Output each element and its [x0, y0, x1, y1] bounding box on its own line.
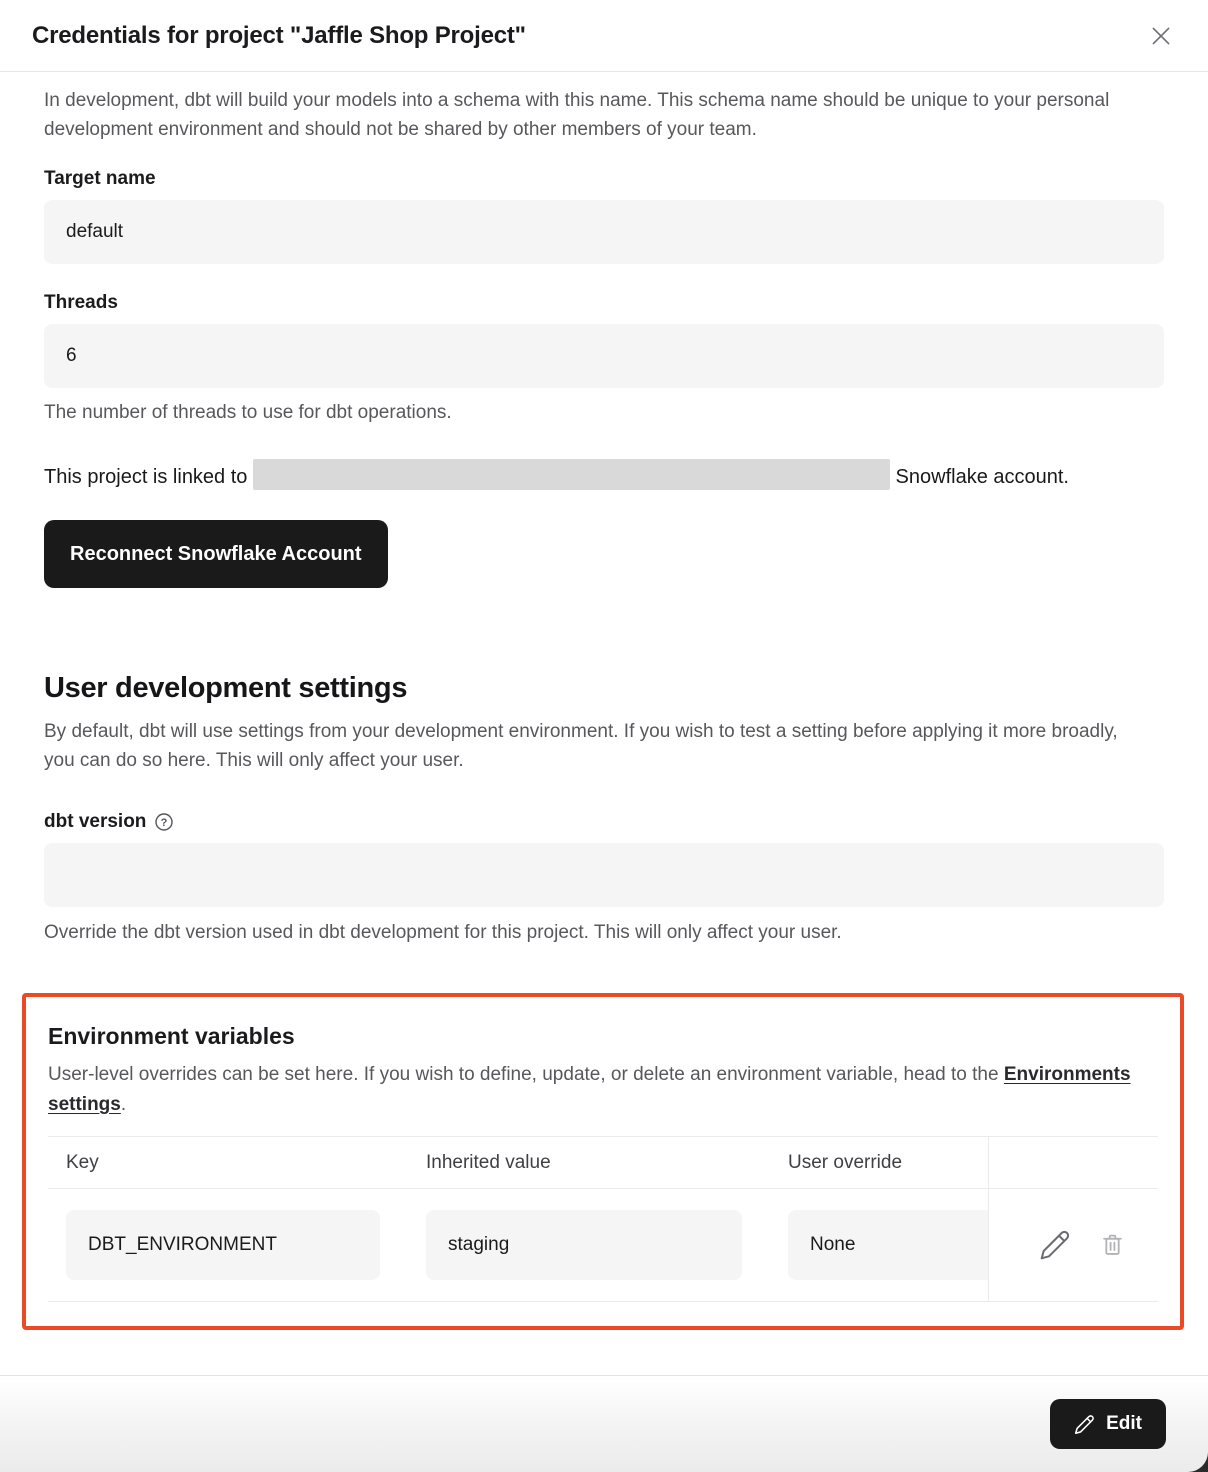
schema-description: In development, dbt will build your models into a schema with this name. This schema name should be unique to your personal development environment and should not be shared by other members of your team.	[44, 90, 1110, 140]
table-row	[48, 1189, 1158, 1302]
linked-account-text	[44, 459, 1162, 495]
target-name-label: Target name	[44, 168, 156, 189]
edit-pencil-icon	[1074, 1414, 1095, 1435]
column-header-inherited-value: Inherited value	[426, 1151, 551, 1173]
linked-text-before: This project is linked to	[44, 466, 248, 488]
environment-variables-description	[48, 1060, 1158, 1120]
environments-settings-link[interactable]: Environments settings	[48, 1064, 1131, 1115]
user-override-value: None	[788, 1210, 988, 1280]
delete-variable-button[interactable]	[1097, 1230, 1128, 1261]
threads-help-text: The number of threads to use for dbt operations.	[44, 402, 452, 423]
edit-button-label: Edit	[1106, 1413, 1142, 1434]
linked-text-after: Snowflake account.	[895, 466, 1069, 488]
user-dev-settings-heading: User development settings	[44, 672, 408, 704]
table-header-row	[48, 1137, 1158, 1189]
column-header-user-override: User override	[788, 1151, 903, 1173]
column-header-key: Key	[66, 1151, 99, 1173]
pencil-icon	[1039, 1229, 1071, 1261]
modal-header	[0, 0, 1208, 72]
environment-variables-heading: Environment variables	[48, 1023, 295, 1049]
dbt-version-label-text: dbt version	[44, 811, 147, 832]
edit-variable-button[interactable]	[1037, 1227, 1073, 1263]
environment-variables-table	[48, 1136, 1158, 1302]
environment-variables-highlight-box	[22, 993, 1184, 1330]
dbt-version-label	[44, 811, 1164, 833]
help-icon[interactable]	[154, 812, 174, 832]
svg-text:?: ?	[161, 817, 168, 829]
user-dev-settings-description: By default, dbt will use settings from your development environment. If you wish to test a setting before applying it more broadly, you can do so here. This will only affect your user.	[44, 721, 1118, 771]
column-header-actions	[988, 1137, 1158, 1188]
key-cell	[48, 1189, 408, 1301]
user-override-cell	[770, 1189, 988, 1301]
redacted-account-name	[253, 459, 890, 490]
inherited-value-cell	[408, 1189, 770, 1301]
modal-footer	[0, 1376, 1208, 1472]
dbt-version-help-text: Override the dbt version used in dbt development for this project. This will only affect your user.	[44, 922, 842, 943]
threads-label: Threads	[44, 292, 118, 313]
modal-body	[0, 72, 1208, 1376]
trash-icon	[1099, 1232, 1126, 1259]
modal-title: Credentials for project "Jaffle Shop Project"	[32, 21, 526, 49]
dbt-version-input[interactable]	[44, 843, 1164, 907]
key-value: DBT_ENVIRONMENT	[66, 1210, 380, 1280]
env-description-period: .	[120, 1094, 127, 1115]
reconnect-snowflake-button[interactable]: Reconnect Snowflake Account	[44, 520, 388, 588]
inherited-value: staging	[426, 1210, 742, 1280]
target-name-input[interactable]	[44, 200, 1164, 264]
close-icon	[1148, 23, 1174, 49]
threads-input[interactable]	[44, 324, 1164, 388]
close-button[interactable]	[1144, 19, 1178, 53]
edit-button[interactable]	[1050, 1399, 1166, 1449]
row-actions-cell	[988, 1189, 1158, 1301]
env-description-text: User-level overrides can be set here. If you wish to define, update, or delete an environment variable, head to the	[48, 1064, 999, 1085]
